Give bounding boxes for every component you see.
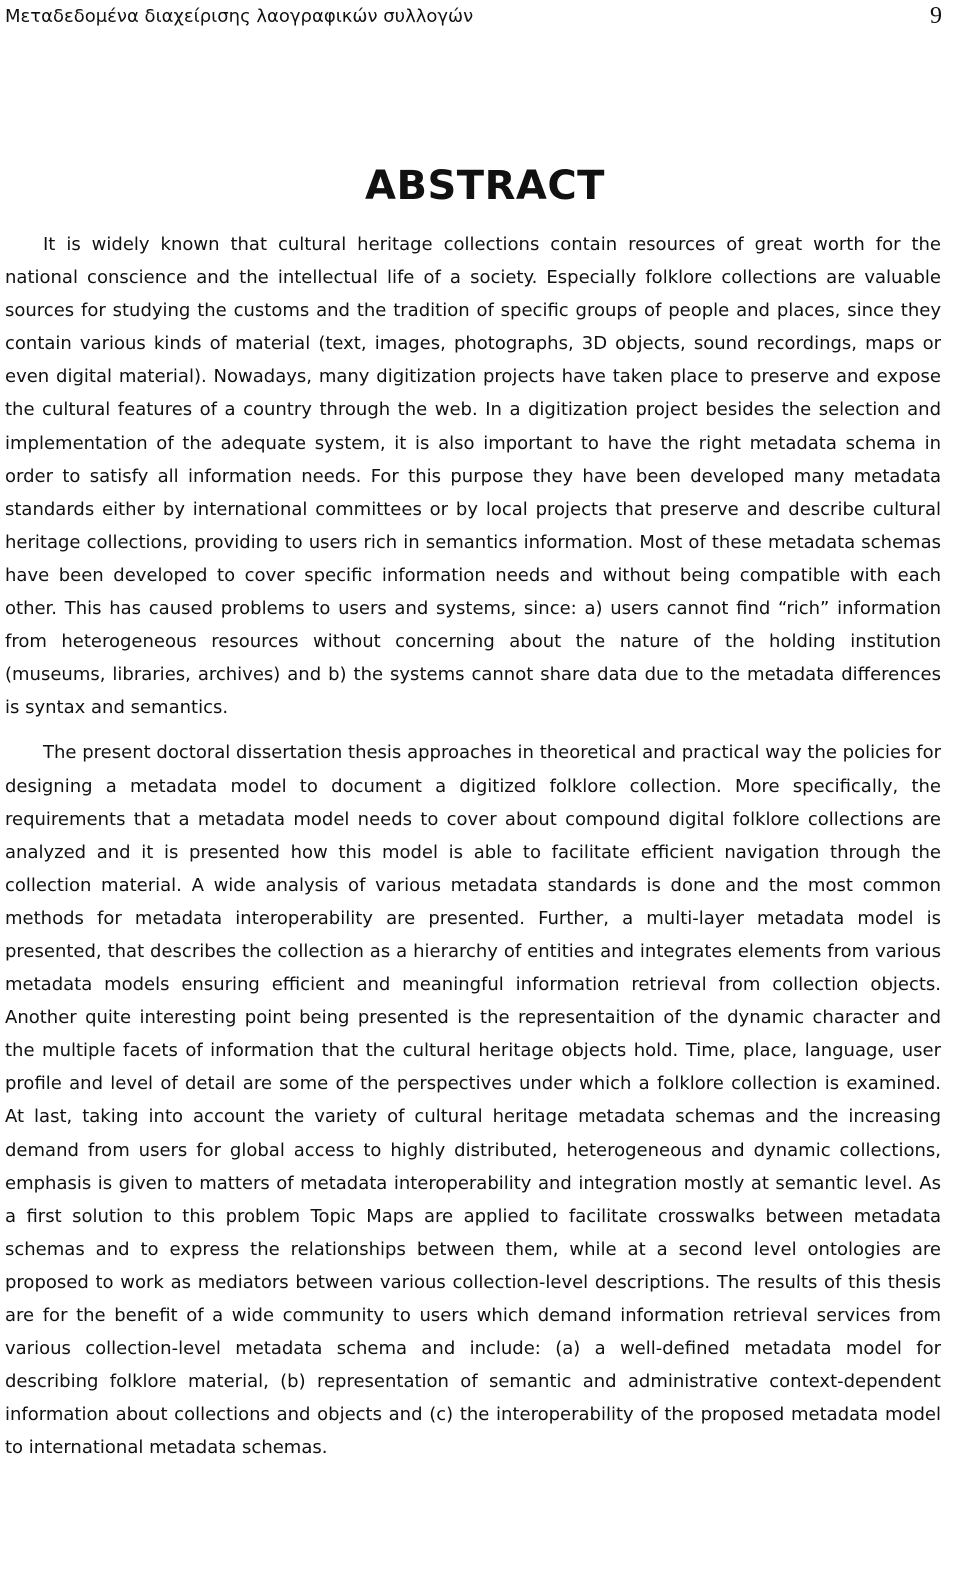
page-number: 9 [930,2,942,29]
section-title: ABSTRACT [365,163,605,209]
abstract-body [5,228,941,1464]
abstract-paragraph-2: The present doctoral dissertation thesis approaches in theoretical and practical way the policies for designing a metadata model to document a digitized folklore collection. More specifically, the requirements that a metadata model needs to cover about compound digital folklore collections are analyzed and it is presented how this model is able to facilitate efficient navigation through the collection material. A wide analysis of various metadata standards is done and the most common methods for metadata interoperability are presented. Further, a multi-layer metadata model is presented, that describes the collection as a hierarchy of entities and integrates elements from various metadata models ensuring efficient and meaningful information retrieval from collection objects. Another quite interesting point being presented is the representaition of the dynamic character and the multiple facets of information that the cultural heritage objects hold. Time, place, language, user profile and level of detail are some of the perspectives under which a folklore collection is examined. At last, taking into account the variety of cultural heritage metadata schemas and the increasing demand from users for global access to highly distributed, heterogeneous and dynamic collections, emphasis is given to matters of metadata interoperability and integration mostly at semantic level. As a first solution to this problem Topic Maps are applied to facilitate crosswalks between metadata schemas and to express the relationships between them, while at a second level ontologies are proposed to work as mediators between various collection-level descriptions. The results of this thesis are for the benefit of a wide community to users which demand information retrieval services from various collection-level metadata schema and include: (a) a well-defined metadata model for describing folklore material, (b) representation of semantic and administrative context-dependent information about collections and objects and (c) the interoperability of the proposed metadata model to international metadata schemas. [5,742,941,1459]
running-header-title: Μεταδεδομένα διαχείρισης λαογραφικών συλλογών [5,5,474,27]
abstract-paragraph-1: It is widely known that cultural heritage collections contain resources of great worth for the national conscience and the intellectual life of a society. Especially folklore collections are valuable sources for studying the customs and the tradition of specific groups of people and places, since they contain various kinds of material (text, images, photographs, 3D objects, sound recordings, maps or even digital material). Nowadays, many digitization projects have taken place to preserve and expose the cultural features of a country through the web. In a digitization project besides the selection and implementation of the adequate system, it is also important to have the right metadata schema in order to satisfy all information needs. For this purpose they have been developed many metadata standards either by international committees or by local projects that preserve and describe cultural heritage collections, providing to users rich in semantics information. Most of these metadata schemas have been developed to cover specific information needs and without being compatible with each other. This has caused problems to users and systems, since: a) users cannot find “rich” information from heterogeneous resources without concerning about the nature of the holding institution (museums, libraries, archives) and b) the systems cannot share data due to the metadata differences is syntax and semantics. [5,234,941,719]
running-header [5,0,945,32]
